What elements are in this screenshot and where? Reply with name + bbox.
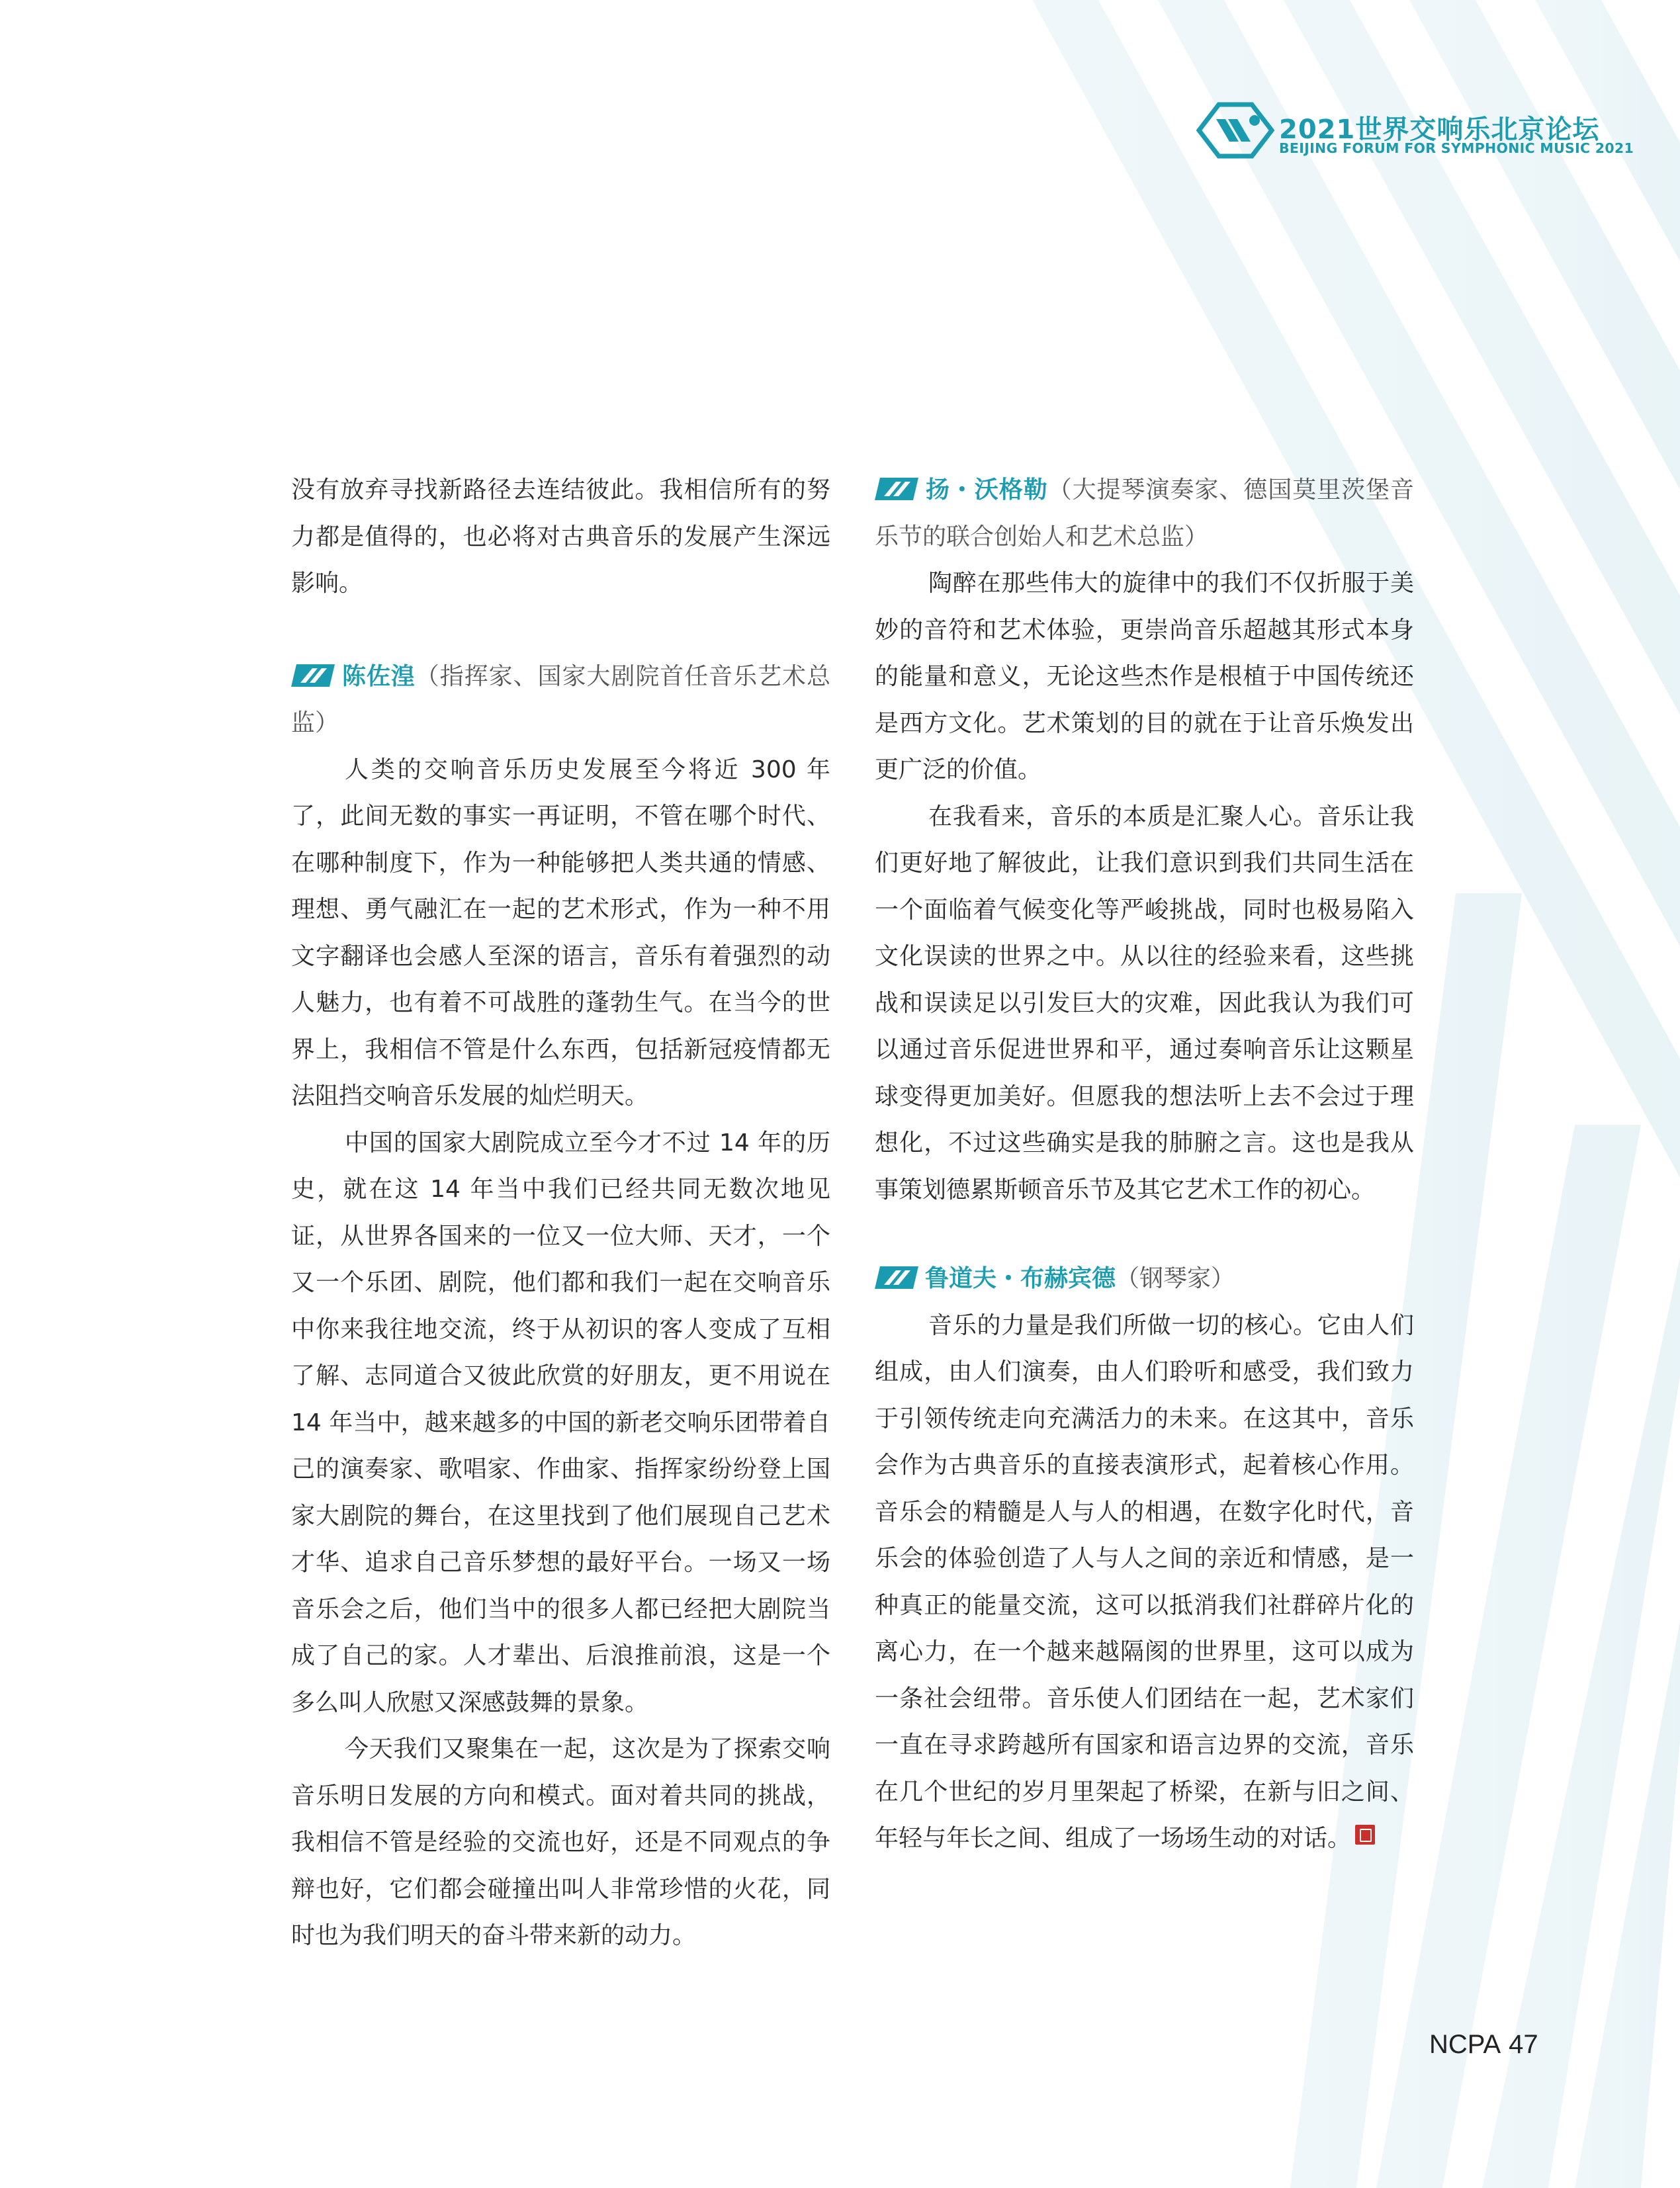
body-paragraph: 在我看来，音乐的本质是汇聚人心。音乐让我们更好地了解彼此，让我们意识到我们共同生活在一个面临着气候变化等严峻挑战，同时也极易陷入文化误读的世界之中。从以往的经验来看，这些挑战和误读足以引发巨大的灾难，因此我认为我们可以通过音乐促进世界和平，通过奏响音乐让这颗星球变得更加美好。但愿我的想法听上去不会过于理想化，不过这些确实是我的肺腑之言。这也是我从事策划德累斯顿音乐节及其它艺术工作的初心。 (875, 803, 1414, 1203)
body-paragraph: 今天我们又聚集在一起，这次是为了探索交响音乐明日发展的方向和模式。面对着共同的挑战，我相信不管是经验的交流也好，还是不同观点的争辩也好，它们都会碰撞出叫人非常珍惜的火花，同时也为我们明天的奋斗带来新的动力。 (291, 1735, 830, 1949)
forum-title-cn: 2021世界交响乐北京论坛 (1279, 114, 1600, 145)
body-paragraph-final (875, 1303, 1414, 1862)
speaker-name: 鲁道夫・布赫宾德 (925, 1265, 1116, 1292)
speaker-marker-icon (875, 478, 918, 500)
speaker-name: 扬・沃格勒 (925, 476, 1048, 503)
speaker-name: 陈佐湟 (341, 662, 416, 690)
page-footer (1429, 2030, 1575, 2063)
speaker-heading-vogler (875, 467, 1414, 560)
speaker-heading-chen (291, 654, 830, 747)
speaker-heading-buchbinder (875, 1256, 1414, 1303)
section-gap (291, 607, 830, 654)
body-paragraph: 陶醉在那些伟大的旋律中的我们不仅折服于美妙的音符和艺术体验，更崇尚音乐超越其形式本身的能量和意义，无论这些杰作是根植于中国传统还是西方文化。艺术策划的目的就在于让音乐焕发出更广泛的价值。 (875, 570, 1414, 783)
forum-logo-icon (1196, 102, 1274, 159)
end-mark-icon (1355, 1825, 1375, 1845)
speaker-role: （指挥家、国家大剧院首任音乐艺术总监） (291, 662, 830, 736)
body-paragraph-text: 音乐的力量是我们所做一切的核心。它由人们组成，由人们演奏，由人们聆听和感受，我们致力于引领传统走向充满活力的未来。在这其中，音乐会作为古典音乐的直接表演形式，起着核心作用。音乐会的精髓是人与人的相遇，在数字化时代，音乐会的体验创造了人与人之间的亲近和情感，是一种真正的能量交流，这可以抵消我们社群碎片化的离心力，在一个越来越隔阂的世界里，这可以成为一条社会纽带。音乐使人们团结在一起，艺术家们一直在寻求跨越所有国家和语言边界的交流，音乐在几个世纪的岁月里架起了桥梁，在新与旧之间、年轻与年长之间、组成了一场场生动的对话。 (875, 1311, 1414, 1852)
magazine-name: NCPA (1429, 2030, 1501, 2059)
speaker-marker-icon (875, 1266, 918, 1289)
page-number: 47 (1509, 2030, 1538, 2059)
body-paragraph: 人类的交响音乐历史发展至今将近 300 年了，此间无数的事实一再证明，不管在哪个时代、在哪种制度下，作为一种能够把人类共通的情感、理想、勇气融汇在一起的艺术形式，作为一种不用文字翻译也会感人至深的语言，音乐有着强烈的动人魅力，也有着不可战胜的蓬勃生气。在当今的世界上，我相信不管是什么东西，包括新冠疫情都无法阻挡交响音乐发展的灿烂明天。 (291, 756, 830, 1110)
speaker-role: （大提琴演奏家、德国莫里茨堡音乐节的联合创始人和艺术总监） (875, 476, 1414, 550)
left-column (291, 467, 830, 1960)
forum-header (1196, 99, 1634, 159)
speaker-marker-icon (291, 664, 335, 687)
forum-title-en: BEIJING FORUM FOR SYMPHONIC MUSIC 2021 (1279, 140, 1634, 156)
section-gap (875, 1213, 1414, 1256)
continued-paragraph: 没有放弃寻找新路径去连结彼此。我相信所有的努力都是值得的，也必将对古典音乐的发展产生深远影响。 (291, 476, 830, 597)
right-column (875, 467, 1414, 1862)
speaker-role: （钢琴家） (1116, 1265, 1235, 1292)
body-paragraph: 中国的国家大剧院成立至今才不过 14 年的历史，就在这 14 年当中我们已经共同无数次地见证，从世界各国来的一位又一位大师、天才，一个又一个乐团、剧院，他们都和我们一起在交响音乐中你来我往地交流，终于从初识的客人变成了互相了解、志同道合又彼此欣赏的好朋友，更不用说在 14 年当中，越来越多的中国的新老交响乐团带着自己的演奏家、歌唱家、作曲家、指挥家纷纷登上国家大剧院的舞台，在这里找到了他们展现自己艺术才华、追求自己音乐梦想的最好平台。一场又一场音乐会之后，他们当中的很多人都已经把大剧院当成了自己的家。人才辈出、后浪推前浪，这是一个多么叫人欣慰又深感鼓舞的景象。 (291, 1129, 830, 1716)
